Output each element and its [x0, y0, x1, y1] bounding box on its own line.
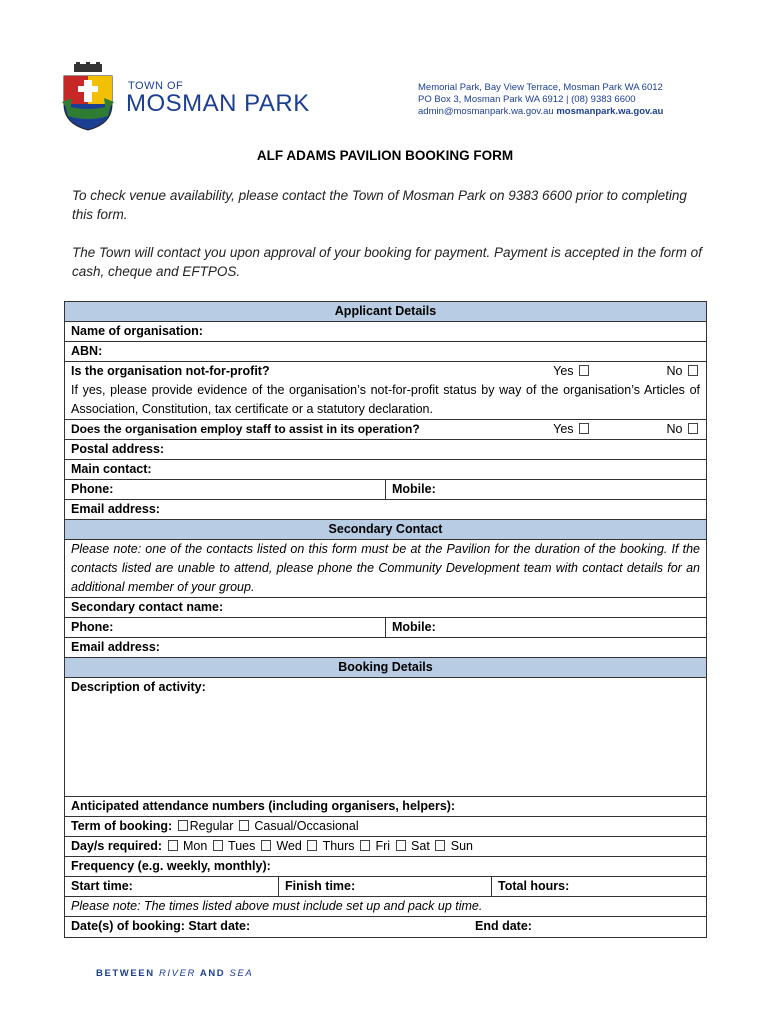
day-option-mon[interactable]: Mon — [166, 839, 208, 853]
employ-staff-row — [65, 420, 706, 440]
checkbox[interactable] — [396, 840, 406, 851]
start-time-field[interactable]: Start time: — [65, 877, 279, 896]
website-link[interactable]: mosmanpark.wa.gov.au — [556, 106, 664, 117]
section-applicant-details: Applicant Details — [65, 302, 706, 322]
intro-payment: The Town will contact you upon approval of your booking for payment. Payment is accepted in the form of cash, cheque and EFTPOS. — [72, 245, 702, 279]
nfp-no-option[interactable]: No — [631, 364, 700, 378]
activity-description-field[interactable]: Description of activity: — [65, 678, 706, 797]
mobile-field[interactable]: Mobile: — [392, 482, 436, 496]
checkbox[interactable] — [178, 820, 188, 831]
total-hours-field[interactable]: Total hours: — [498, 879, 570, 893]
staff-no-option[interactable]: No — [631, 422, 700, 436]
phone-mobile-row — [65, 480, 706, 500]
day-option-wed[interactable]: Wed — [259, 839, 302, 853]
checkbox[interactable] — [261, 840, 271, 851]
email-field[interactable]: Email address: — [65, 500, 706, 520]
address-line-3 — [418, 106, 718, 118]
end-date-label: End date: — [475, 919, 532, 933]
start-date-label: Date(s) of booking: Start date: — [71, 919, 251, 933]
address-line-2: PO Box 3, Mosman Park WA 6912 | (08) 9383 6600 — [418, 94, 636, 105]
checkbox[interactable] — [239, 820, 249, 831]
checkbox[interactable] — [307, 840, 317, 851]
times-note: Please note: The times listed above must include set up and pack up time. — [65, 897, 706, 917]
day-option-fri[interactable]: Fri — [358, 839, 390, 853]
phone-field[interactable]: Phone: — [65, 480, 386, 499]
secondary-email-field[interactable]: Email address: — [65, 638, 706, 658]
day-option-thurs[interactable]: Thurs — [305, 839, 354, 853]
contact-address — [418, 82, 718, 118]
checkbox[interactable] — [435, 840, 445, 851]
days-label: Day/s required: — [71, 839, 163, 853]
nfp-evidence-text: If yes, please provide evidence of the organisation’s not-for-profit status by way of the organisation’s Articles of Association, Constitution, tax certificate or a statutory declaration. — [71, 383, 700, 416]
employ-staff-question: Does the organisation employ staff to assist in its operation? — [71, 422, 420, 436]
town-crest-logo — [62, 62, 114, 132]
term-of-booking-row — [65, 817, 706, 837]
form-title: ALF ADAMS PAVILION BOOKING FORM — [256, 148, 514, 163]
days-required-row — [65, 837, 706, 857]
booking-form-table — [64, 301, 707, 938]
day-option-sun[interactable]: Sun — [433, 839, 473, 853]
main-contact-field[interactable]: Main contact: — [65, 460, 706, 480]
not-for-profit-block — [65, 362, 706, 420]
staff-yes-option[interactable]: Yes — [517, 422, 591, 436]
checkbox[interactable] — [360, 840, 370, 851]
times-row — [65, 877, 706, 897]
not-for-profit-question: Is the organisation not-for-profit? — [71, 364, 270, 378]
secondary-mobile-field[interactable]: Mobile: — [392, 620, 436, 634]
term-regular-option[interactable]: Regular — [176, 819, 234, 833]
secondary-contact-note: Please note: one of the contacts listed on this form must be at the Pavilion for the duration of the booking. If the contacts listed are unable to attend, please phone the Community Development team with contact details for an additional member of your group. — [65, 540, 706, 598]
town-of-label: TOWN OF — [128, 80, 184, 92]
abn-field[interactable]: ABN: — [65, 342, 706, 362]
booking-dates-row[interactable] — [65, 917, 706, 937]
secondary-phone-field[interactable]: Phone: — [65, 618, 386, 637]
address-line-1: Memorial Park, Bay View Terrace, Mosman Park WA 6012 — [418, 82, 663, 93]
checkbox[interactable] — [579, 423, 589, 434]
day-option-sat[interactable]: Sat — [394, 839, 430, 853]
secondary-contact-name-field[interactable]: Secondary contact name: — [65, 598, 706, 618]
secondary-phone-mobile-row — [65, 618, 706, 638]
term-casual-option[interactable]: Casual/Occasional — [237, 819, 359, 833]
checkbox[interactable] — [168, 840, 178, 851]
letterhead — [62, 62, 702, 134]
term-label: Term of booking: — [71, 819, 173, 833]
frequency-field[interactable]: Frequency (e.g. weekly, monthly): — [65, 857, 706, 877]
attendance-field[interactable]: Anticipated attendance numbers (including organisers, helpers): — [65, 797, 706, 817]
nfp-yes-option[interactable]: Yes — [517, 364, 591, 378]
organisation-name-field[interactable]: Name of organisation: — [65, 322, 706, 342]
section-secondary-contact: Secondary Contact — [65, 520, 706, 540]
checkbox[interactable] — [688, 365, 698, 376]
checkbox[interactable] — [579, 365, 589, 376]
finish-time-field[interactable]: Finish time: — [279, 877, 492, 896]
town-name-logo: MOSMAN PARK — [126, 90, 310, 117]
day-option-tues[interactable]: Tues — [211, 839, 256, 853]
footer-tagline: BETWEEN RIVER AND SEA — [96, 968, 254, 979]
email-link[interactable]: admin@mosmanpark.wa.gov.au — [418, 106, 554, 117]
intro-availability: To check venue availability, please contact the Town of Mosman Park on 9383 6600 prior to completing this form. — [72, 188, 687, 222]
section-booking-details: Booking Details — [65, 658, 706, 678]
checkbox[interactable] — [688, 423, 698, 434]
checkbox[interactable] — [213, 840, 223, 851]
postal-address-field[interactable]: Postal address: — [65, 440, 706, 460]
